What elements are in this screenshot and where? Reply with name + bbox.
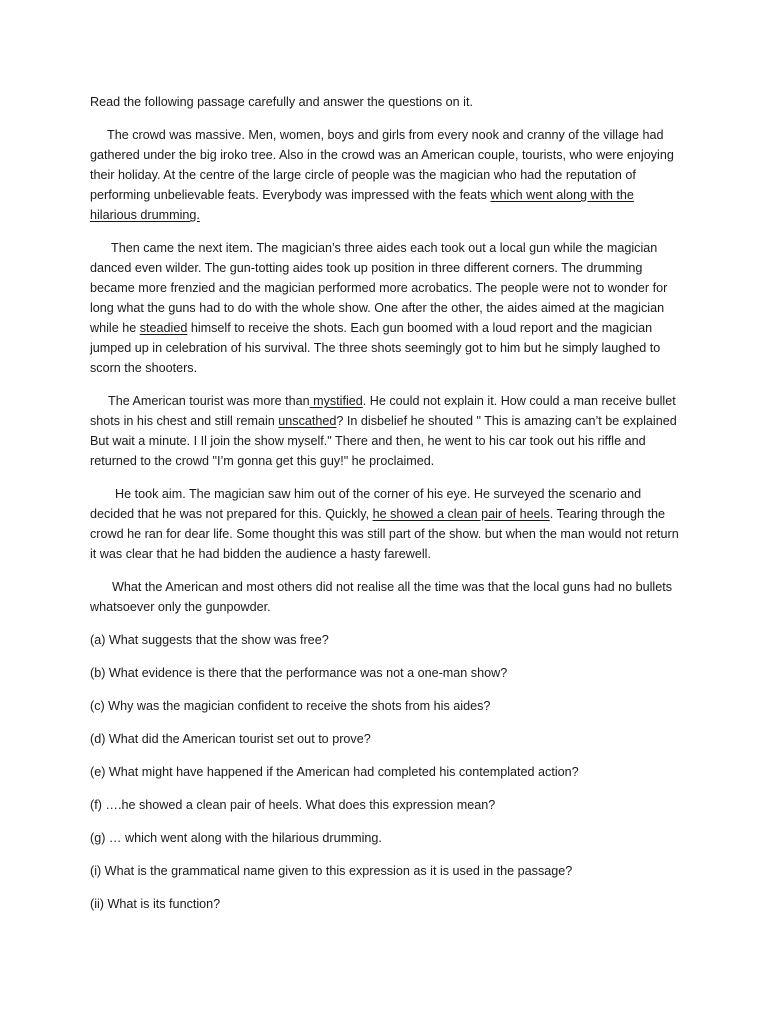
paragraph-text: He took aim. The magician saw him out of the corner of his eye. He surveyed the scenario and decided that he was not prepared for this. Quickly, (90, 487, 642, 521)
passage-paragraph-4 (90, 484, 682, 564)
question-b: (b) What evidence is there that the performance was not a one-man show? (90, 666, 508, 680)
paragraph-text: The American tourist was more than (108, 394, 310, 408)
underlined-phrase: he showed a clean pair of heels (372, 507, 550, 521)
question-g: (g) … which went along with the hilarious drumming. (90, 831, 382, 845)
paragraph-text: Then came the next item. The magician’s three aides each took out a local gun while the magician danced even wilder. The gun-totting aides took up position in three different corners. The drumming became more frenzied and the magician performed more acrobatics. The people were not to wonder for long what the guns had to do with the whole show. One after the other, the aides aimed at the magician while he (90, 241, 668, 335)
question-c: (c) Why was the magician confident to receive the shots from his aides? (90, 699, 491, 713)
passage-paragraph-2 (90, 238, 682, 378)
underlined-word: steadied (139, 321, 188, 335)
question-f: (f) ….he showed a clean pair of heels. What does this expression mean? (90, 798, 496, 812)
paragraph-text: The crowd was massive. Men, women, boys and girls from every nook and cranny of the village had gathered under the big iroko tree. Also in the crowd was an American couple, tourists, who were enjoying their holiday. At the centre of the large circle of people was the magician who had the reputation of performing unbelievable feats. Everybody was impressed with the feats (90, 128, 674, 202)
paragraph-text: ? In disbelief he shouted " This is amazing can’t be explained But wait a minute. I Il join the show myself." There and then, he went to his car took out his riffle and returned to the crowd "I’m gonna get this guy!" he proclaimed. (90, 414, 677, 468)
question-d: (d) What did the American tourist set out to prove? (90, 732, 371, 746)
paragraph-text: himself to receive the shots. Each gun boomed with a loud report and the magician jumped up in celebration of his survival. The three shots seemingly got to him but he simply laughed to scorn the shooters. (90, 321, 661, 375)
document-page (90, 92, 682, 927)
passage-paragraph-1 (90, 125, 682, 225)
paragraph-text: . Tearing through the crowd he ran for dear life. Some thought this was still part of the show. but when the man would not return it was clear that he had bidden the audience a hasty farewell. (90, 507, 679, 561)
question-g-i: (i) What is the grammatical name given to this expression as it is used in the passage? (90, 864, 573, 878)
question-g-ii: (ii) What is its function? (90, 897, 221, 911)
question-a: (a) What suggests that the show was free? (90, 633, 329, 647)
underlined-word: unscathed (278, 414, 337, 428)
question-e: (e) What might have happened if the American had completed his contemplated action? (90, 765, 579, 779)
paragraph-text: What the American and most others did not realise all the time was that the local guns had no bullets whatsoever only the gunpowder. (90, 580, 673, 614)
passage-paragraph-5 (90, 577, 682, 617)
underlined-phrase: which went along with the hilarious drumming. (90, 188, 634, 222)
underlined-word: mystified (309, 394, 363, 408)
paragraph-text: . He could not explain it. How could a man receive bullet shots in his chest and still remain (90, 394, 676, 428)
passage-paragraph-3 (90, 391, 682, 471)
instruction-text: Read the following passage carefully and answer the questions on it. (90, 95, 473, 109)
